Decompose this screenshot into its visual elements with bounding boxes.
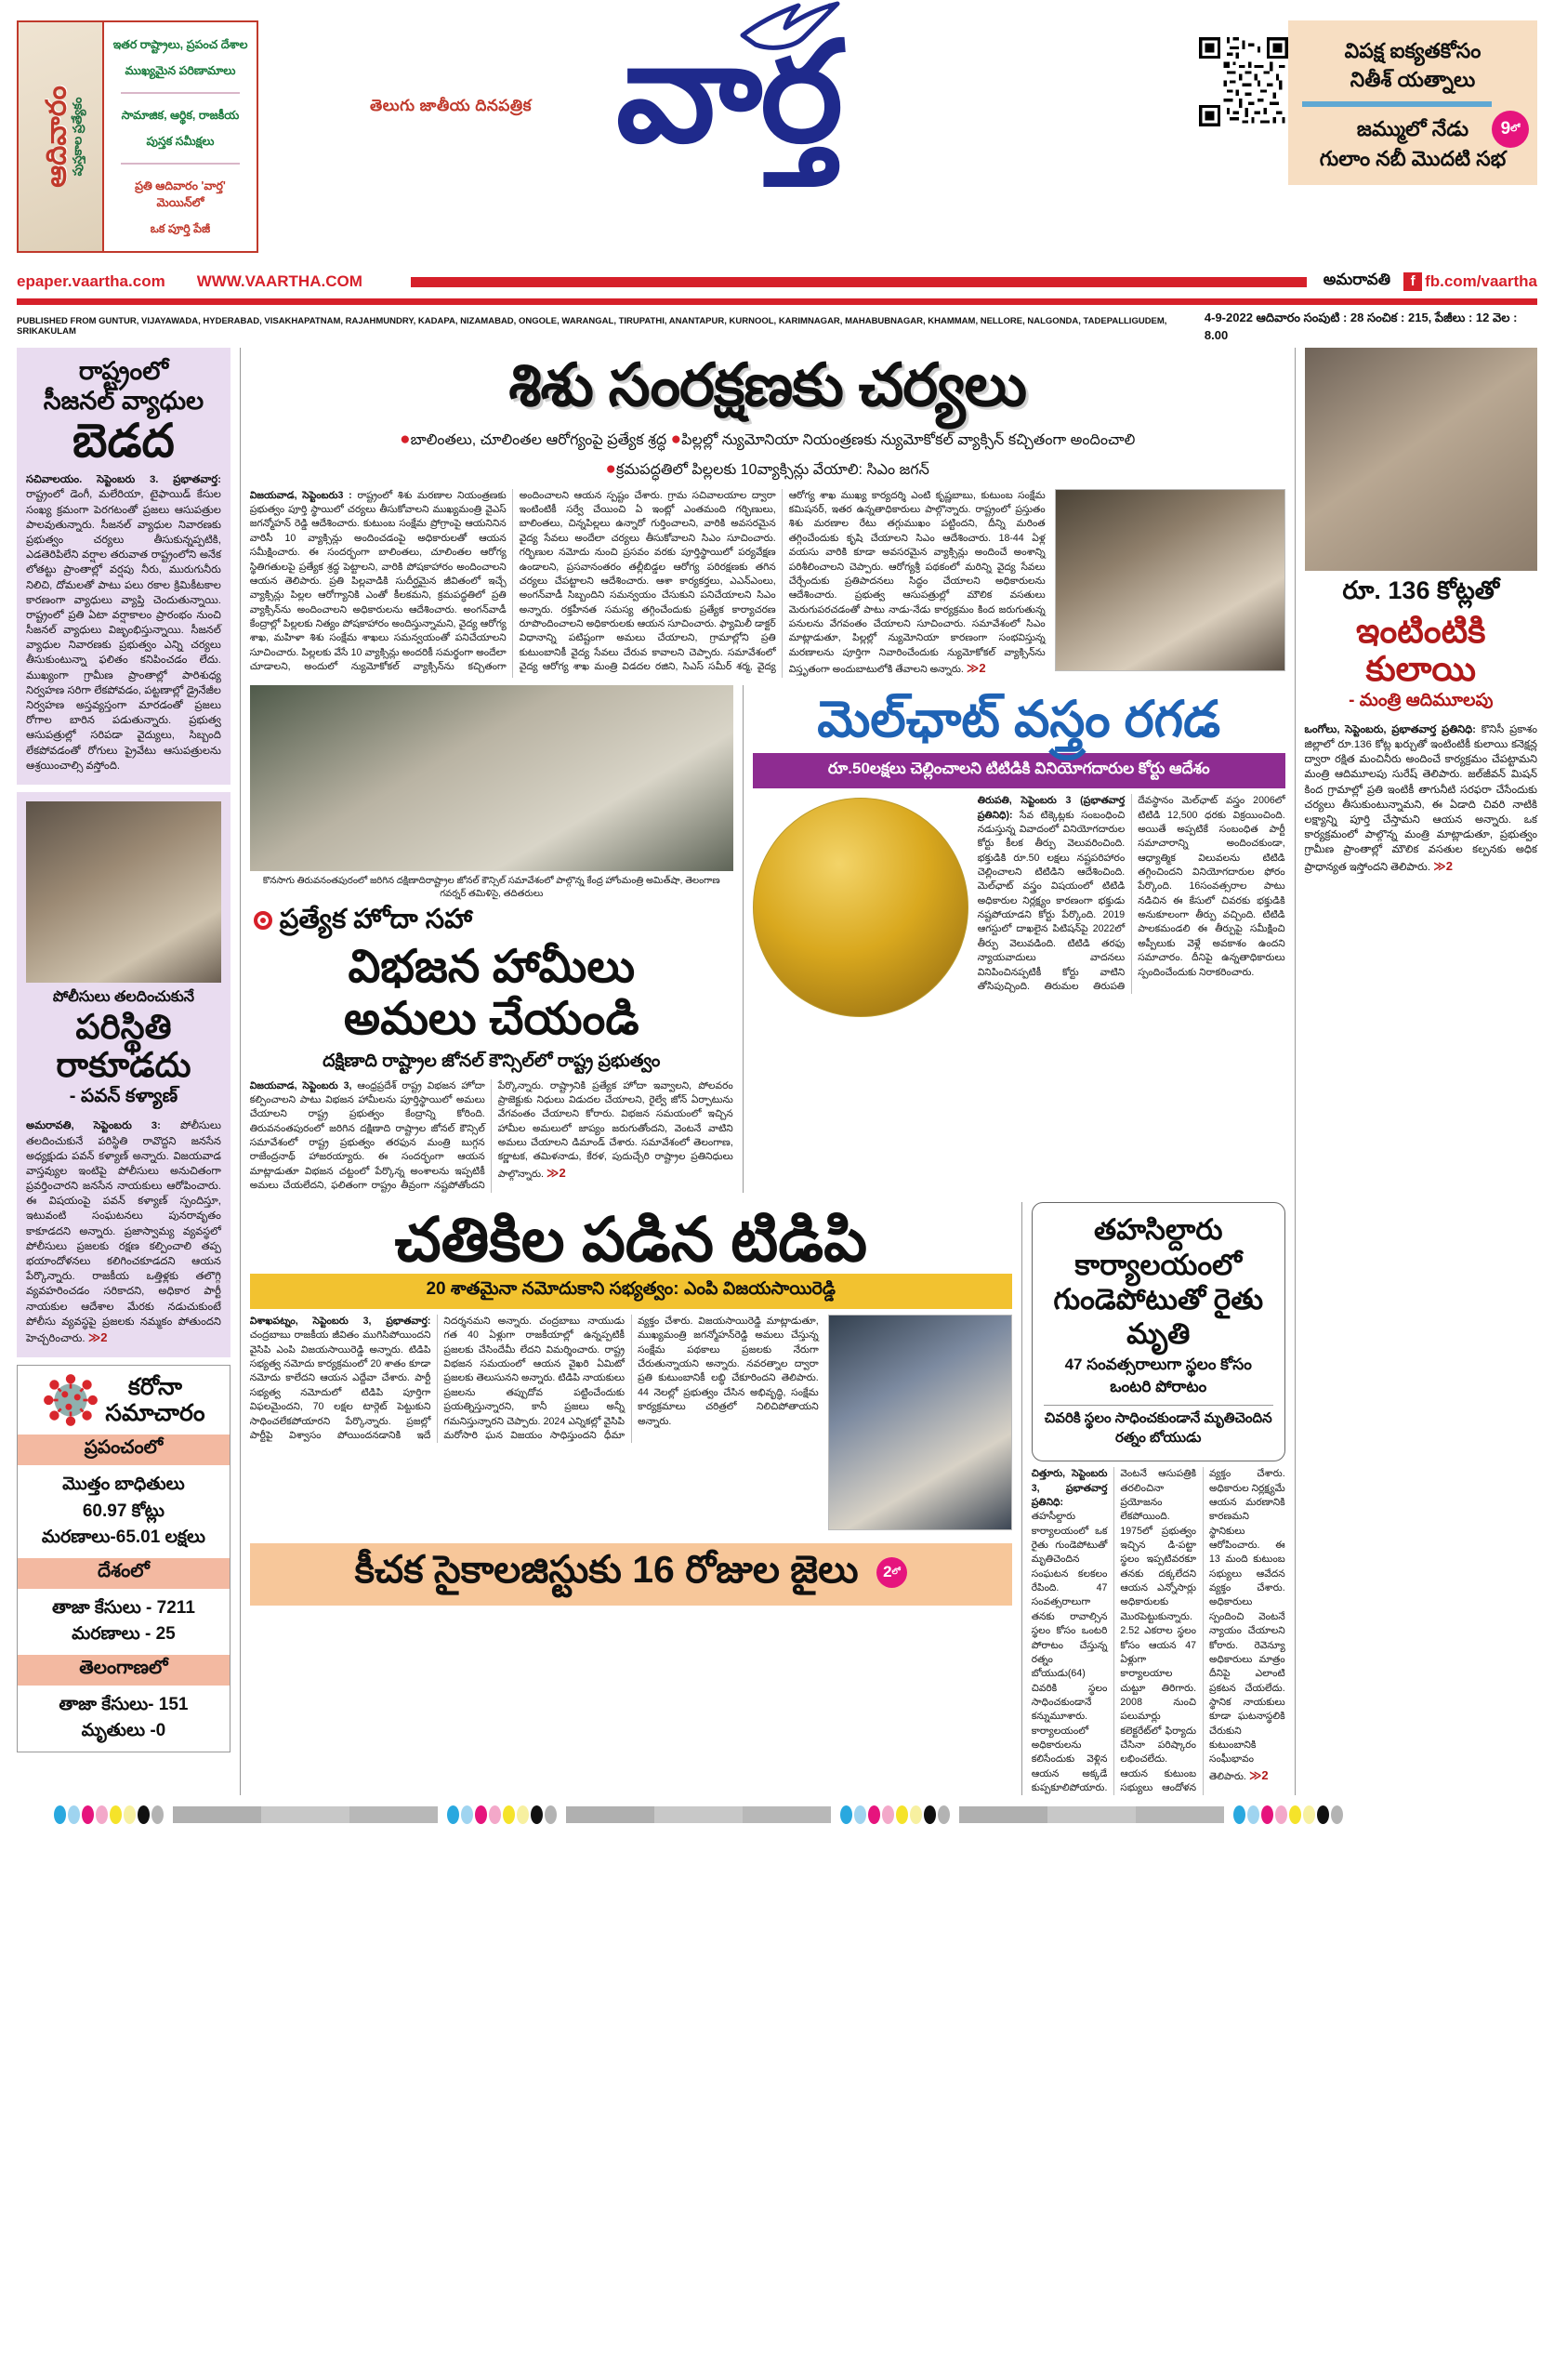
lead-bullet-2: పిల్లల్లో న్యుమోనియా నియంత్రణకు న్యుమోకోకల్ వ్యాక్సిన్ కచ్చితంగా అందించాలి (681, 432, 1136, 449)
melchat-body-col-2: తిరుమల తిరుపతి దేవస్థానం మెల్‌ఛాట్ వస్త్రం 2006లో టిటిడి 12,500 ధరకు విక్రయించింది. అయితే అప్పటికే సంబంధిత పార్టీ సమాచారాన్ని అందించకుండా, ఆధ్యాత్మిక విలువలను టిటిడి తగ్గించిందని వినియోగదారుల ఫోరం పేర్కొంది. 16సంవత్సరాల పాటు నడిచిన ఈ కేసులో చివరకు భక్తుడికి అనుకూలంగా తీర్పు వచ్చింది. టిటిడి పాలకమండలి ఈ తీర్పుపై సమీక్షించి అప్పీలుకు వెళ్లే అవకాశం ఉందని సమాచారం. దీనిపై ఉన్నతాధికారులు స్పందించేందుకు నిరాకరించారు. (1044, 795, 1285, 992)
tdp-body-col-1: చంద్రబాబు రాజకీయ జీవితం ముగిసిపోయిందని వైసిపి ఎంపి విజయసాయిరెడ్డి అన్నారు. టిడిపి సభ్యత్వ నమోదు కార్యక్రమంలో 20 శాతం కూడా నమోదు కాలేదని ఆయన ఎద్దేవా చేశారు. పార్టీ సభ్యత్వ నమోదులో టిడిపి పూర్తిగా విఫలమైందని, 70 లక్షల టార్గెట్ పెట్టుకుని సాధించలేకపోయారని పేర్కొన్నారు. ప్రజల్లో పార్టీపై విశ్వాసం పోయిందనడానికి ఇదే నిదర్శనమని అన్నారు. (249, 1316, 532, 1441)
bullet-dot-2: ● (670, 430, 682, 450)
seasonal-dateline: సచివాలయం. సెప్టెంబరు 3. ప్రభాతవార్త: (26, 474, 221, 486)
cb-gray-1 (173, 1806, 438, 1823)
nitish-line-2: నితీశ్ యత్నాలు (1350, 68, 1476, 92)
website-link[interactable]: WWW.VAARTHA.COM (196, 272, 362, 290)
edition-label: అమరావతి (1323, 271, 1391, 288)
jail-teaser-text: కీచక సైకాలజిస్టుకు 16 రోజుల జైలు (354, 1548, 859, 1592)
seasonal-body-text: రాష్ట్రంలో డెంగీ, మలేరియా, టైఫాయిడ్ కేసుల సంఖ్య క్రమంగా పెరగటంతో ప్రజలు ఆసుపత్రుల పాలవుతున్నారు. సీజనల్ వ్యాధుల నివారణకు ప్రభుత్వం చర్యలు తీసుకున్నప్పటికి, ఎడతెరిపిలేని వర్షాల తరువాత రాష్ట్రంలోని అనేక లోతట్టు ప్రాంతాల్లో వర్షపు నీరు, మురుగునీరు నిలిచి, దోమలతో పాటు పలు రకాల క్రిమికీటకాల కారణంగా వ్యాధులు వ్యాప్తి చెందుతున్నాయి. రాష్ట్రంలో ప్రతి ఏటా వర్షాకాలం ప్రారంభం నుంచి సీజనల్ వ్యాధులు విజృంభిస్తున్నాయి. సీజనల్ వ్యాధుల నివారణకు ప్రభుత్వం ఎన్ని చర్యలు తీసుకుంటున్నా ఫలితం కనిపించడం లేదు. ముఖ్యంగా గ్రామీణ ప్రాంతాల్లో పారిశుధ్య నిర్వహణ సరిగా లేకపోవడం, పట్టణాల్లో డ్రైనేజీల నిర్వహణ అస్తవ్యస్తంగా మారడంతో ప్రజలు రోగాల బారిన పడుతున్నారు. ప్రభుత్వ ఆసుపత్రుల్లో సరిపడా వైద్యులు, సిబ్బంది లేకపోవడంతో రోగులు ప్రైవేటు ఆసుపత్రులను ఆశ్రయించాల్సి వస్తోంది. (26, 489, 221, 772)
melchat-body (978, 794, 1285, 994)
vijayasai-reddy-photo (828, 1315, 1012, 1530)
column-divider-4 (1295, 348, 1296, 1795)
tdp-band: 20 శాతమైనా నమోదుకాని సభ్యత్వం: ఎంపి విజయసాయిరెడ్డి (250, 1274, 1012, 1309)
lead-bullet-3: క్రమపద్ధతిలో పిల్లలకు 10వ్యాక్సిన్లు వేయాలి: సిఎం జగన్ (616, 462, 929, 479)
water-supply-amount: రూ. 136 కోట్లతో (1342, 576, 1500, 604)
masthead-center (258, 14, 1199, 170)
tahsildar-headline-l1: తహసిల్దారు కార్యాలయంలో (1074, 1213, 1242, 1281)
pawan-kicker: పోలీసులు తలదించుకునే (52, 988, 195, 1005)
publication-info-row (17, 311, 1537, 348)
tahsildar-body-col-1: తహసీల్దారు కార్యాలయంలో ఒక రైతు గుండెపోటుతో మృతిచెందిన సంఘటన కలకలం రేపింది. 47 సంవత్సరాలుగా తనకు రావాల్సిన స్థలం కోసం ఒంటరి పోరాటం చేస్తున్న రత్నం బోయుడు(64) చివరికి స్థలం సాధించకుండానే కన్నుమూశారు. కార్యాలయంలో అధికారులను కలిసేందుకు వెళ్లిన ఆయన అక్కడే కుప్పకూలిపోయారు. వెంటనే ఆసుపత్రికి తరలించినా ప్రయోజనం లేకపోయింది. (1031, 1468, 1197, 1794)
corona-rows-telangana (18, 1686, 230, 1752)
tahsildar-headline-l2: గుండెపోటుతో రైతు మృతి (1053, 1282, 1264, 1351)
promo-line-4: పుస్తక సమీక్షలు (146, 134, 215, 148)
tahsildar-body (1032, 1467, 1285, 1795)
lead-continued[interactable]: ≫2 (966, 661, 986, 676)
water-supply-headline-l1: ఇంటింటికి (1356, 612, 1486, 650)
zonal-council-meeting-photo (250, 685, 733, 871)
water-supply-body (1305, 722, 1537, 875)
corona-title (105, 1374, 204, 1428)
lead-bullets (250, 419, 1285, 489)
column-divider-2 (743, 685, 744, 1194)
vibhajana-dateline: విజయవాడ, సెప్టెంబరు 3, (249, 1079, 352, 1091)
tirumala-temple-photo (753, 798, 968, 1017)
tahsildar-body-col-3: ఈ 13 మంది కుటుంబ సభ్యులు ఆవేదన వ్యక్తం చేశారు. అధికారులు స్పందించి వెంటనే న్యాయం చేయాలని కోరారు. రెవెన్యూ అధికారులు మాత్రం దీనిపై ఎలాంటి ప్రకటన చేయలేదు. స్థానిక నాయకులు కూడా ఘటనాస్థలికి చేరుకుని కుటుంబానికి సంఘీభావం తెలిపారు. (1209, 1540, 1285, 1782)
promo-divider-2 (121, 163, 240, 165)
url-strip (17, 268, 1537, 296)
dove-icon (733, 0, 854, 58)
corona-telangana-row-2: మృతులు -0 (81, 1721, 166, 1741)
melchat-story (753, 685, 1285, 1194)
corona-band-country: దేశంలో (18, 1558, 230, 1589)
tahsildar-continued[interactable]: ≫2 (1248, 1767, 1269, 1782)
seasonal-disease-story (17, 348, 230, 785)
facebook-handle: fb.com/vaartha (1425, 272, 1537, 290)
bullet-dot-3: ● (605, 459, 617, 480)
seasonal-body (26, 472, 221, 774)
jail-page-suffix: లో (891, 1566, 901, 1576)
cb-gray-2 (566, 1806, 831, 1823)
page-ref-suffix: లో (1510, 124, 1521, 134)
tdp-body (250, 1315, 819, 1443)
pawan-continued[interactable]: ≫2 (87, 1329, 108, 1344)
tahsildar-sub-2: చివరికి స్థలం సాధించకుండానే మృతిచెందిన రత్నం బోయుడు (1044, 1410, 1272, 1447)
pawan-headline-2: రాకూడదు (56, 1045, 191, 1084)
lead-body-col-4: సమావేశంలో సిఎం మాట్లాడుతూ, పిల్లల్లో న్యుమోనియా కారణంగా సంభవిస్తున్న మరణాలను పూర్తిగా నివారించేందుకు న్యుమోకోకల్ వ్యాక్సిన్‌ను విస్తృతంగా అందుబాటులోకి తేవాలని అన్నారు. (788, 617, 1046, 676)
vibhajana-body-col-1: ఆంధ్రప్రదేశ్ రాష్ట్ర విభజన హోదా కల్పించాలని పాటు విభజన హామీలను పూర్తిస్థాయిలో అమలు చేయాలని రాష్ట్ర ప్రభుత్వం కేంద్రాన్ని కోరింది. తిరువనంతపురంలో జరిగిన దక్షిణాది రాష్ట్రాల జోనల్ కౌన్సిల్ సమావేశంలో రాష్ట్ర ప్రభుత్వం తరఫున మంత్రి బుగ్గన రాజేంద్రనాథ్ హాజరయ్యారు. ఈ సందర్భంగా ఆయన మాట్లాడుతూ విభజన చట్టంలో పేర్కొన్న అంశాలను ఇప్పటికీ అమలు చేయలేదని, ఫలితంగా రాష్ట్రం తీవ్రంగా నష్టపోతోందని పేర్కొన్నారు. (249, 1079, 544, 1192)
page-ref-number: 9 (1500, 119, 1511, 139)
nitish-teaser-box[interactable] (1288, 20, 1537, 185)
promo-line-3: సామాజిక, ఆర్థిక, రాజకీయ (121, 108, 240, 122)
main-grid (17, 348, 1537, 1795)
masthead-logo: వార్త (615, 14, 842, 170)
vibhajana-tag-row (250, 905, 733, 942)
seasonal-headline-l2: సీజనల్ వ్యాధుల (43, 386, 204, 415)
nitish-line-4: గులాం నబీ మొదటి సభ (1319, 146, 1507, 170)
bullet-ring-icon (254, 911, 272, 930)
promo-line-1: ఇతర రాష్ట్రాలు, ప్రపంచ దేశాల (112, 37, 248, 51)
mid-lower-row (250, 685, 1285, 1194)
lead-body (250, 489, 1046, 678)
page-ref-badge[interactable] (1492, 111, 1529, 148)
water-supply-body-text: కొనిసీ ప్రకాశం జిల్లాలో రూ.136 కోట్ల ఖర్చుతో ఇంటింటికీ కులాయి కనెక్షన్ల ద్వారా రక్షిత మంచినీరు అందించే కార్యక్రమం చేపట్టామని మంత్రి ఆదిమూలపు సురేష్ తెలిపారు. జల్‌జీవన్ మిషన్ కింద గ్రామాల్లో ప్రతి ఇంటికీ తాగునీటి సరఫరా చేసేందుకు చర్యలు తీసుకుంటున్నామని, ఈ ఏడాది చివరి నాటికి లక్ష్యాన్ని పూర్తి చేస్తామని ఆయన అన్నారు. ఒక కార్యక్రమంలో పాల్గొన్న మంత్రి మాట్లాడుతూ, ప్రభుత్వం గ్రామీణ ప్రాంతాల్లో మౌలిక వసతుల కల్పనకు అధిక ప్రాధాన్యత ఇస్తోందని తెలిపారు. (1304, 723, 1537, 873)
bullet-dot-1: ● (400, 430, 411, 450)
masthead (17, 0, 1537, 268)
seasonal-headline-l1: రాష్ట్రంలో (78, 357, 168, 385)
lead-bullet-1: బాలింతలు, చూలింతల ఆరోగ్యంపై ప్రత్యేక శ్రద్ధ (410, 432, 667, 449)
meeting-caption: కొనసాగు తిరువనంతపురంలో జరిగిన దక్షిణాదిరాష్ట్రాల జోనల్ కౌన్సిల్ సమావేశంలో పాల్గొన్న కేంద్ర హోంమంత్రి అమిత్‌షా, తెలంగాణ గవర్నర్ తమిళిసై, తదితరులు (262, 875, 720, 899)
melchat-subhead: రూ.50లక్షలు చెల్లించాలని టిటిడికి వినియోగదారుల కోర్టు ఆదేశం (753, 753, 1285, 788)
lead-body-col-3: సమావేశంలో వైద్య ఆరోగ్య శాఖ మంత్రి విడదల రజిని, సిఎస్ సమీర్ శర్మ, వైద్య ఆరోగ్య శాఖ ముఖ్య కార్యదర్శి ఎంటి కృష్ణబాబు, కుటుంబ సంక్షేమ కమిషనర్, ఇతర ఉన్నతాధికారులు పాల్గొన్నారు. రాష్ట్రంలో ప్రస్తుతం శిశు మరణాల రేటు తగ్గుముఖం పట్టిందని, దీన్ని మరింత తగ్గించేందుకు కృషి చేయాలని సిఎం ఆదేశించారు. 18-44 ఏళ్ల వయసు వారికి కూడా అవసరమైన వ్యాక్సిన్లు అందించే అంశాన్ని పరిశీలించాలని చెప్పారు. ఆరోగ్యశ్రీ పథకంలో మరిన్ని వైద్య సేవలు చేర్చేందుకు ప్రతిపాదనలు సిద్ధం చేయాలని అధికారులను ఆదేశించారు. ప్రభుత్వ ఆసుపత్రుల్లో మౌలిక వసతులు మెరుగుపరచడంతో పాటు నాడు-నేడు కార్యక్రమం కింద జరుగుతున్న పనులను వేగవంతం చేయాలని సూచించారు. (519, 489, 1046, 673)
vibhajana-tag: ప్రత్యేక హోదా సహా (279, 904, 473, 934)
tdp-body-col-2: చంద్రబాబు నాయుడు గత 40 ఏళ్లుగా రాజకీయాల్లో ఉన్నప్పటికీ ప్రజలకు చేసిందేమీ లేదని విమర్శించారు. రాష్ట్ర విభజన సమయంలో ఆయన వైఖరి ఏమిటో ప్రజలకు తెలుసునని అన్నారు. టిడిపి నాయకులు ప్రజలను తప్పుదోవ పట్టించేందుకు ప్రయత్నిస్తున్నారని, కానీ ప్రజలు అన్నీ గమనిస్తున్నారని చెప్పారు. 2024 ఎన్నికల్లో వైసిపి మరోసారి ఘన విజయం సాధిస్తుందని ధీమా వ్యక్తం చేశారు. (443, 1316, 693, 1441)
tahsildar-headline (1044, 1212, 1273, 1351)
color-registration-bar (17, 1805, 1537, 1825)
vibhajana-continued[interactable]: ≫2 (546, 1165, 566, 1180)
bottom-row (250, 1202, 1285, 1795)
melchat-headline: మెల్‌ఛాట్ వస్త్రం రగడ (817, 691, 1221, 747)
facebook-icon: f (1403, 272, 1422, 291)
right-column (1305, 348, 1537, 1795)
qr-code (1199, 37, 1288, 126)
jail-page-number: 2 (883, 1563, 892, 1581)
corona-title-l2: సమాచారం (105, 1400, 205, 1427)
facebook-link[interactable] (1403, 272, 1537, 291)
promo-vertical-title: ఆదివారం (41, 86, 72, 188)
masthead-bottom-rule (17, 298, 1537, 305)
pawan-story (17, 792, 230, 1357)
corona-world-row-2: 60.97 కోట్లు (82, 1501, 165, 1521)
logo-wrap (615, 14, 842, 170)
cb-group-2 (447, 1805, 557, 1824)
promo-line-6: ఒక పూర్తి పేజీ (150, 221, 211, 235)
tagline: తెలుగు జాతీయ దినపత్రిక (370, 97, 533, 114)
vibhajana-subhead: దక్షిణాది రాష్ట్రాల జోనల్ కౌన్సిల్‌లో రాష్ట్ర ప్రభుత్వం (323, 1051, 661, 1071)
corona-world-row-1: మొత్తం బాధితులు (62, 1474, 185, 1495)
corona-country-row-2: మరణాలు - 25 (72, 1624, 176, 1645)
corona-header (18, 1366, 230, 1435)
corona-title-l1: కరోనా (127, 1373, 183, 1400)
water-supply-headline-l2: కులాయి (1365, 650, 1476, 689)
epaper-link[interactable]: epaper.vaartha.com (17, 272, 165, 290)
corona-world-row-3: మరణాలు-65.01 లక్షలు (41, 1527, 206, 1548)
promo-box (17, 20, 258, 253)
seasonal-headline-big: బెడద (72, 414, 175, 467)
lead-dateline: విజయవాడ, సెప్టెంబరు3 : (249, 489, 352, 501)
pawan-dateline: అమరావతి, సెప్టెంబరు 3: (26, 1120, 161, 1132)
pawan-body-text: పోలీసులు తలదించుకునే పరిస్థితి రావొద్దని జనసేన అధ్యక్షుడు పవన్ కళ్యాణ్ అన్నారు. విజయవాడ వాస్తవ్యుల ఇంటిపై పోలీసులు అనుచితంగా ప్రవర్తించారని జనసేన నాయకులు ఆరోపించారు. ఈ విషయంపై పవన్ కళ్యాణ్ స్పందిస్తూ, ఇటువంటి సంఘటనలు పునరావృతం కాకూడదని అన్నారు. ప్రజాస్వామ్య వ్యవస్థలో పోలీసులు ప్రజలకు రక్షణ కల్పించాలి తప్ప భయాందోళనలు కలిగించకూడదని ఆయన పేర్కొన్నారు. రాజకీయ ఒత్తిళ్లకు తలొగ్గి వ్యవహరించడం సరికాదని, అధికార పార్టీ నాయకుల ఆదేశాల మేరకు నడుచుకుంటే పోలీసు వ్యవస్థపై ప్రజలకు నమ్మకం పోతుందని హెచ్చరించారు. (26, 1120, 221, 1344)
pawan-body (26, 1118, 221, 1346)
pawan-headline-1: పరిస్థితి (75, 1007, 172, 1046)
nitish-divider (1302, 101, 1492, 107)
column-divider-1 (240, 348, 241, 1795)
tahsildar-dateline: చిత్తూరు, సెప్టెంబరు 3, ప్రభాతవార్త ప్రతినిధి: (1031, 1468, 1108, 1508)
pawan-attribution: - పవన్ కళ్యాణ్ (69, 1086, 178, 1107)
left-column (17, 348, 230, 1795)
published-from: PUBLISHED FROM GUNTUR, VIJAYAWADA, HYDERABAD, VISAKHAPATNAM, RAJAHMUNDRY, KADAPA, NIZAMABAD, ONGOLE, WARANGAL, TIRUPATHI, ANANTAPUR, KURNOOL, KARIMNAGAR, MAHABUBNAGAR, KHAMMAM, NELLORE, NALGONDA, TADEPALLIGUDEM, SRIKAKULAM (17, 316, 1167, 337)
corona-info-box (17, 1365, 230, 1752)
tdp-headline: చతికిల పడిన టిడిపి (394, 1205, 867, 1275)
red-rule (411, 277, 1307, 287)
minister-felicitation-photo (1305, 348, 1537, 571)
seasonal-headline (26, 357, 221, 465)
melchat-body-col-1: సేవ టిక్కెట్లకు సంబంధించి నడుస్తున్న వివాదంలో వినియోగదారుల కోర్టు కీలక తీర్పు వెలువరించింది. భక్తుడికి రూ.50 లక్షలు నష్టపరిహారం చెల్లించాలని టిటిడిని ఆదేశించింది. మెల్‌ఛాట్ వస్త్రం విషయంలో టిటిడి అధికారుల నిర్లక్ష్యం కారణంగా భక్తుడు నష్టపోయాడని కోర్టు పేర్కొంది. 2019 ఆగస్టులో దాఖలైన పిటిషన్‌పై 2022లో తీర్పు వెలువడింది. టిటిడి తరఫు న్యాయవాదులు వాదనలు వినిపించినప్పటికీ కోర్టు వాటిని తోసిపుచ్చింది. (977, 809, 1126, 992)
water-supply-attribution: - మంత్రి ఆదిమూలపు (1349, 690, 1494, 710)
tahsildar-story (1032, 1202, 1285, 1795)
vibhajana-story (250, 685, 733, 1194)
lead-headline: శిశు సంరక్షణకు చర్యలు (508, 351, 1027, 418)
center-column (250, 348, 1285, 1795)
cb-group-4 (1233, 1805, 1343, 1824)
issue-info: 4-9-2022 ఆదివారం సంపుటి : 28 సంచిక : 215, పేజీలు : 12 వెల : 8.00 (1204, 311, 1518, 342)
nitish-line-3: జమ్ములో నేడు (1356, 117, 1469, 141)
corona-country-row-1: తాజా కేసులు - 7211 (51, 1597, 195, 1618)
water-supply-continued[interactable]: ≫2 (1433, 858, 1454, 873)
vibhajana-headline-1: విభజన హామీలు (348, 941, 636, 992)
corona-band-world: ప్రపంచంలో (18, 1435, 230, 1465)
column-divider-3 (1021, 1202, 1022, 1795)
corona-band-telangana: తెలంగాణలో (18, 1655, 230, 1686)
lead-body-col-1: రాష్ట్రంలో శిశు మరణాల నియంత్రణకు ప్రభుత్వం పూర్తి స్థాయిలో చర్యలు తీసుకోవాలని ముఖ్యమంత్రి వైఎస్ జగన్మోహన్ రెడ్డి ఆదేశించారు. కుటుంబ సంక్షేమ ప్రోగ్రాంపై ఆయనినిన వారిసీ 10 వ్యాక్సిన్లు అందించడంపై అధికారులతో ఆయన సమీక్షించారు. ఈ సందర్భంగా బాలింతలు, చూలింతల ఆరోగ్య స్థితిగతులపై ప్రత్యేక శ్రద్ధ పెట్టాలని, వారికి పోషకాహారం అందించాలని ఆయన తెలిపారు. ప్రతి పిల్లవాడికి సుదీర్ఘమైన జీవితంలో ఇచ్చే వ్యాక్సిన్లు పిల్లల ఆరోగ్యానికి ఎంతో కీలకమని, క్రమపద్ధతిలో ప్రతి వ్యాక్సిన్‌ను అందించాలని అధికారులను ఆదేశించారు. అంగన్‌వాడీ కేంద్రాల్లో పిల్లలకు నిత్యం పోషకాహారం అందిస్తున్నామని, వైద్య ఆరోగ్య శాఖ, మహిళా శిశు సంక్షేమ శాఖలు సమన్వయంతో పనిచేయాలని సూచించారు. పిల్లలకు వేసే 10 వ్యాక్సిన్లు అందరికీ సమర్థంగా అందేలా చూడాలని, అందులో న్యుమోకోకల్ వ్యాక్సిన్‌ను కచ్చితంగా అందించాలని ఆయన స్పష్టం చేశారు. (249, 489, 663, 673)
tdp-body-col-3: విజయసాయిరెడ్డి మాట్లాడుతూ, ముఖ్యమంత్రి జగన్మోహన్‌రెడ్డి అమలు చేస్తున్న సంక్షేమ పథకాలు ప్రజలకు నేరుగా చేరుతున్నాయని అన్నారు. నవరత్నాల ద్వారా ప్రతి కుటుంబానికీ లబ్ధి చేకూరిందని తెలిపారు. 44 నెలల్లో ప్రభుత్వం చేసిన అభివృద్ధి, సంక్షేమ కార్యక్రమాలు చరిత్రలో నిలిచిపోతాయని అన్నారు. (638, 1316, 819, 1427)
promo-lines (104, 22, 257, 251)
pawan-kalyan-photo (26, 801, 221, 983)
cm-jagan-photo (1055, 489, 1285, 671)
promo-vertical-sub: పుస్తకాల ప్రత్యేకం (70, 97, 85, 177)
promo-line-5: ప్రతి ఆదివారం 'వార్త' మెయిన్‌లో (135, 178, 226, 209)
tdp-story (250, 1202, 1012, 1795)
cb-group-3 (840, 1805, 950, 1824)
tahsildar-sub-1: 47 సంవత్సరాలుగా స్థలం కోసం ఒంటరి పోరాటం (1064, 1355, 1252, 1396)
jail-teaser-band[interactable] (250, 1543, 1012, 1606)
nitish-line-1: విపక్ష ఐక్యతకోసం (1344, 39, 1482, 62)
lead-body-col-2: గ్రామ సచివాలయాల ద్వారా ఇంటింటికీ సర్వే చేయించి ఏ ఇంట్లో ఎంతమంది గర్భిణులు, బాలింతలు, చిన్నపిల్లలు ఉన్నారో గుర్తించాలని, వారికి అవసరమైన వైద్య సేవలు అందేలా చర్యలు తీసుకోవాలని సిఎం సూచించారు. గర్భిణుల నమోదు నుంచి ప్రసవం వరకు పూర్తిస్థాయిలో పర్యవేక్షణ ఉండాలని, ప్రసవానంతరం తల్లీబిడ్డల ఆరోగ్య పరిరక్షణకు తగిన చర్యలు చేపట్టాలని ఆదేశించారు. ఆశా కార్యకర్తలు, ఎఎన్ఎంలు, అంగన్‌వాడీ సిబ్బందిని సమన్వయం చేసుకుని పనిచేయాలని సిఎం అన్నారు. రక్తహీనత సమస్య తగ్గించేందుకు ప్రత్యేక కార్యాచరణ రూపొందించాలని అధికారులకు ఆయన సూచించారు. ఫ్యామిలీ డాక్టర్ విధానాన్ని పటిష్టంగా అమలు చేయాలని, గ్రామాల్లోని ప్రతి కుటుంబానికీ వైద్య సేవలు చేరువ కావాలని చెప్పారు. (519, 489, 776, 658)
vibhajana-body-col-2: రాష్ట్రానికి ప్రత్యేక హోదా ఇవ్వాలని, పోలవరం ప్రాజెక్టుకు నిధులు విడుదల చేయాలని, రైల్వే జోన్ ఏర్పాటును వేగవంతం చేయాలని కోరారు. విభజన సమయంలో ఇచ్చిన హామీల అమలులో జాప్యం జరుగుతోందని, వెంటనే వాటిని అమలు చేయాలని డిమాండ్ చేశారు. సమావేశంలో తెలంగాణ, కర్ణాటక, తమిళనాడు, కేరళ, పుదుచ్చేరి రాష్ట్రాల ప్రతినిధులు పాల్గొన్నారు. (497, 1079, 733, 1180)
melchat-dateline: తిరుపతి, సెప్టెంబరు 3 (ప్రభాతవార్త ప్రతినిధి): (977, 795, 1126, 821)
vibhajana-headline-2: అమలు చేయండి (343, 993, 639, 1044)
jail-page-badge[interactable] (876, 1557, 907, 1588)
corona-telangana-row-1: తాజా కేసులు- 151 (59, 1694, 189, 1714)
cb-group-1 (54, 1805, 164, 1824)
promo-divider-1 (121, 92, 240, 94)
promo-line-2: ముఖ్యమైన పరిణామాలు (125, 63, 236, 77)
water-supply-headline (1305, 576, 1537, 715)
vibhajana-body (250, 1079, 733, 1194)
tdp-dateline: విశాఖపట్నం, సెప్టెంబరు 3, ప్రభాతవార్త: (249, 1316, 431, 1328)
virus-icon (42, 1371, 99, 1429)
tahsildar-box (1032, 1202, 1285, 1461)
tahsildar-divider (1044, 1405, 1273, 1406)
promo-vertical-banner (19, 22, 104, 251)
corona-rows-country (18, 1589, 230, 1655)
corona-rows-world (18, 1465, 230, 1558)
cb-gray-3 (959, 1806, 1224, 1823)
tahsildar-body-col-2: 1975లో ప్రభుత్వం ఇచ్చిన డి-పట్టా స్థలం ఇప్పటివరకూ తనకు దక్కలేదని ఆయన ఎన్నోసార్లు అధికారులకు మొరపెట్టుకున్నారు. 2.52 ఎకరాల స్థలం కోసం ఆయన 47 ఏళ్లుగా కార్యాలయాల చుట్టూ తిరిగారు. 2008 నుంచి పలుమార్లు కలెక్టరేట్‌లో ఫిర్యాదు చేసినా పరిష్కారం లభించలేదు. ఆయన కుటుంబ సభ్యులు ఆందోళన వ్యక్తం చేశారు. అధికారుల నిర్లక్ష్యమే ఆయన మరణానికి కారణమని స్థానికులు ఆరోపించారు. (1120, 1468, 1285, 1794)
water-supply-dateline: ఒంగోలు, సెప్టెంబరు, ప్రభాతవార్త ప్రతినిధి: (1304, 723, 1476, 735)
